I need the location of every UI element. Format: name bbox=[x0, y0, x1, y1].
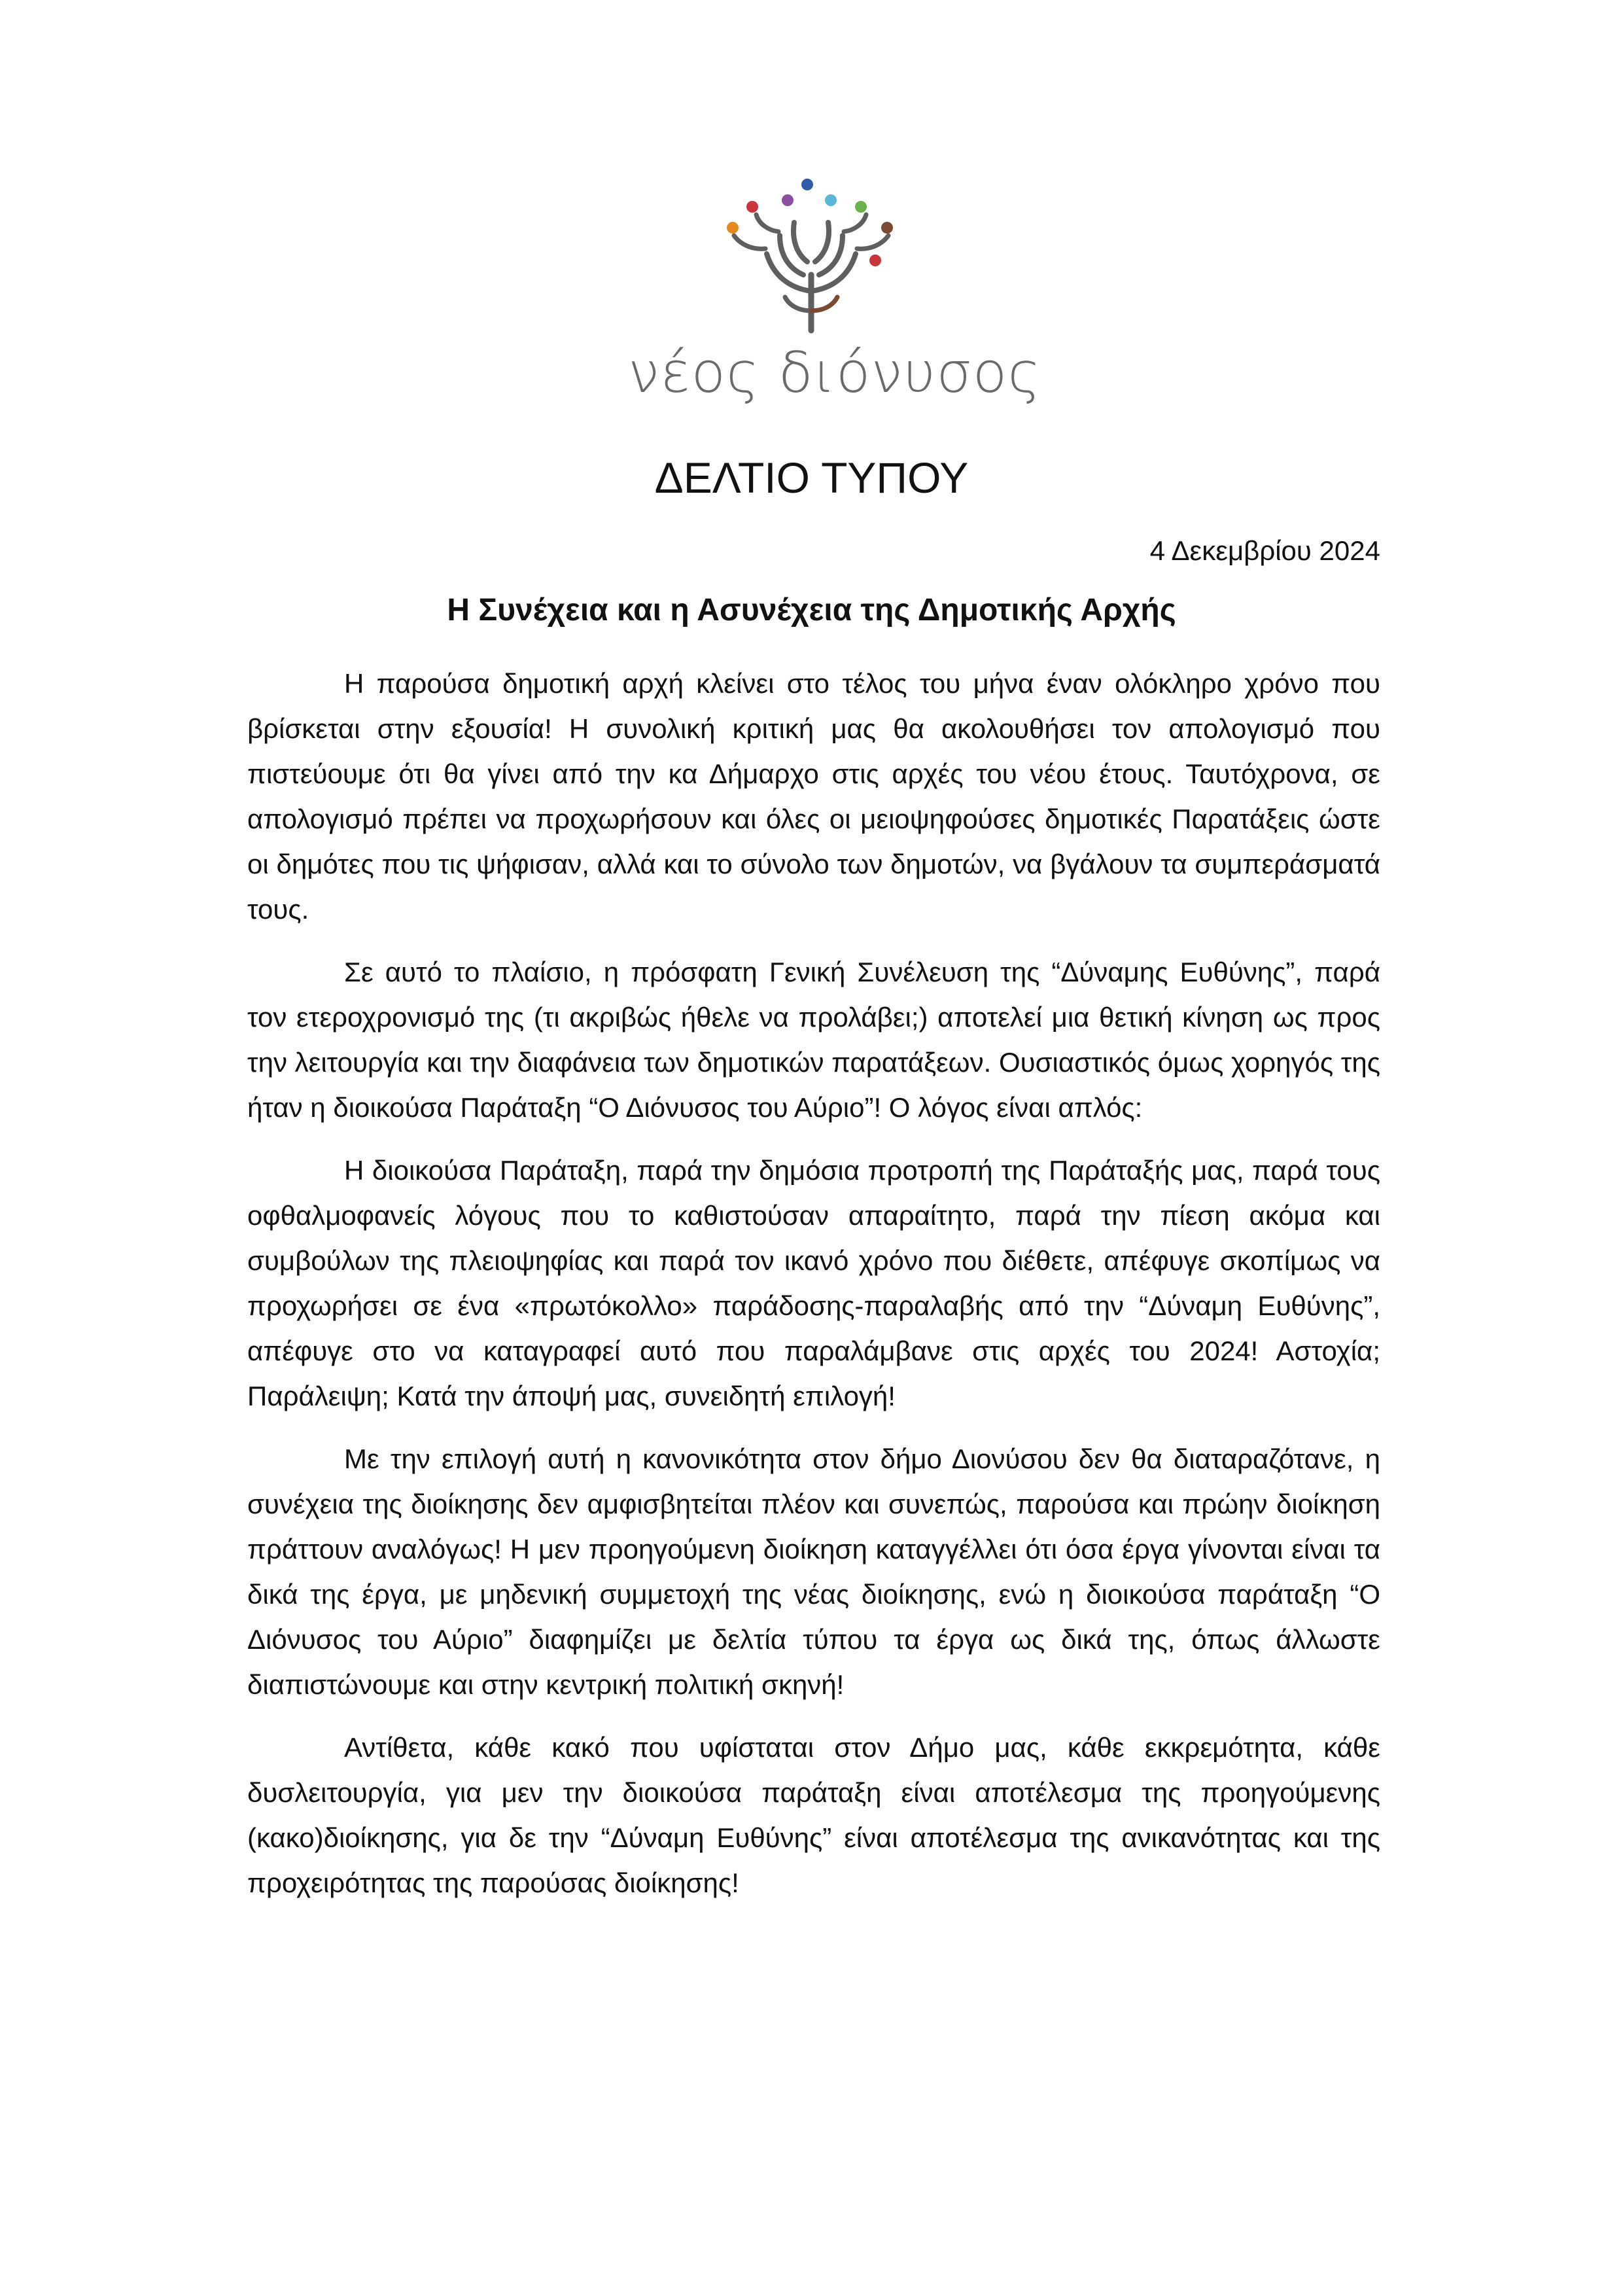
tree-logo-icon bbox=[726, 177, 896, 334]
logo-wordmark: νέος διόνυσος bbox=[628, 340, 1041, 406]
document-body bbox=[247, 661, 1380, 1923]
paragraph: Η διοικούσα Παράταξη, παρά την δημόσια προτροπή της Παράταξής μας, παρά τους οφθαλμοφανείς λόγους που το καθιστούσαν απαραίτητο, παρά την πίεση ακόμα και συμβούλων της πλειοψηφίας και παρά τον ικανό χρόνο που διέθετε, απέφυγε σκοπίμως να προχωρήσει σε ένα «πρωτόκολλο» παράδοσης-παραλαβής από την “Δύναμη Ευθύνης”, απέφυγε στο να καταγραφεί αυτό που παραλάμβανε στις αρχές του 2024! Αστοχία; Παράλειψη; Κατά την άποψή μας, συνειδητή επιλογή! bbox=[247, 1155, 1380, 1411]
paragraph: Με την επιλογή αυτή η κανονικότητα στον δήμο Διονύσου δεν θα διαταραζότανε, η συνέχεια της διοίκησης δεν αμφισβητείται πλέον και συνεπώς, παρούσα και πρώην διοίκηση πράττουν αναλόγως! Η μεν προηγούμενη διοίκηση καταγγέλλει ότι όσα έργα γίνονται είναι τα δικά της έργα, με μηδενική συμμετοχή της νέας διοίκησης, ενώ η διοικούσα παράταξη “Ο Διόνυσος του Αύριο” διαφημίζει με δελτία τύπου τα έργα ως δικά της, όπως άλλωστε διαπιστώνουμε και στην κεντρική πολιτική σκηνή! bbox=[247, 1443, 1380, 1700]
paragraph: Σε αυτό το πλαίσιο, η πρόσφατη Γενική Συνέλευση της “Δύναμης Ευθύνης”, παρά τον ετεροχρονισμό της (τι ακριβώς ήθελε να προλάβει;) αποτελεί μια θετική κίνηση ως προς την λειτουργία και την διαφάνεια των δημοτικών παρατάξεων. Ουσιαστικός όμως χορηγός της ήταν η διοικούσα Παράταξη “Ο Διόνυσος του Αύριο”! Ο λόγος είναι απλός: bbox=[247, 957, 1380, 1123]
organization-logo bbox=[628, 177, 1041, 412]
document-heading: Η Συνέχεια και η Ασυνέχεια της Δημοτικής Αρχής bbox=[447, 593, 1176, 627]
paragraph: Η παρούσα δημοτική αρχή κλείνει στο τέλος του μήνα έναν ολόκληρο χρόνο που βρίσκεται στην εξουσία! Η συνολική κριτική μας θα ακολουθήσει τον απολογισμό που πιστεύουμε ότι θα γίνει από την κα Δήμαρχο στις αρχές του νέου έτους. Ταυτόχρονα, σε απολογισμό πρέπει να προχωρήσουν και όλες οι μειοψηφούσες δημοτικές Παρατάξεις ώστε οι δημότες που τις ψήφισαν, αλλά και το σύνολο των δημοτών, να βγάλουν τα συμπεράσματά τους. bbox=[247, 668, 1380, 925]
document-date: 4 Δεκεμβρίου 2024 bbox=[1149, 535, 1380, 566]
paragraph: Αντίθετα, κάθε κακό που υφίσταται στον Δήμο μας, κάθε εκκρεμότητα, κάθε δυσλειτουργία, για μεν την διοικούσα παράταξη είναι αποτέλεσμα της προηγούμενης (κακο)διοίκησης, για δε την “Δύναμη Ευθύνης” είναι αποτέλεσμα της ανικανότητας και της προχειρότητας της παρούσας διοίκησης! bbox=[247, 1732, 1380, 1898]
document-title: ΔΕΛΤΙΟ ΤΥΠΟΥ bbox=[654, 453, 969, 502]
